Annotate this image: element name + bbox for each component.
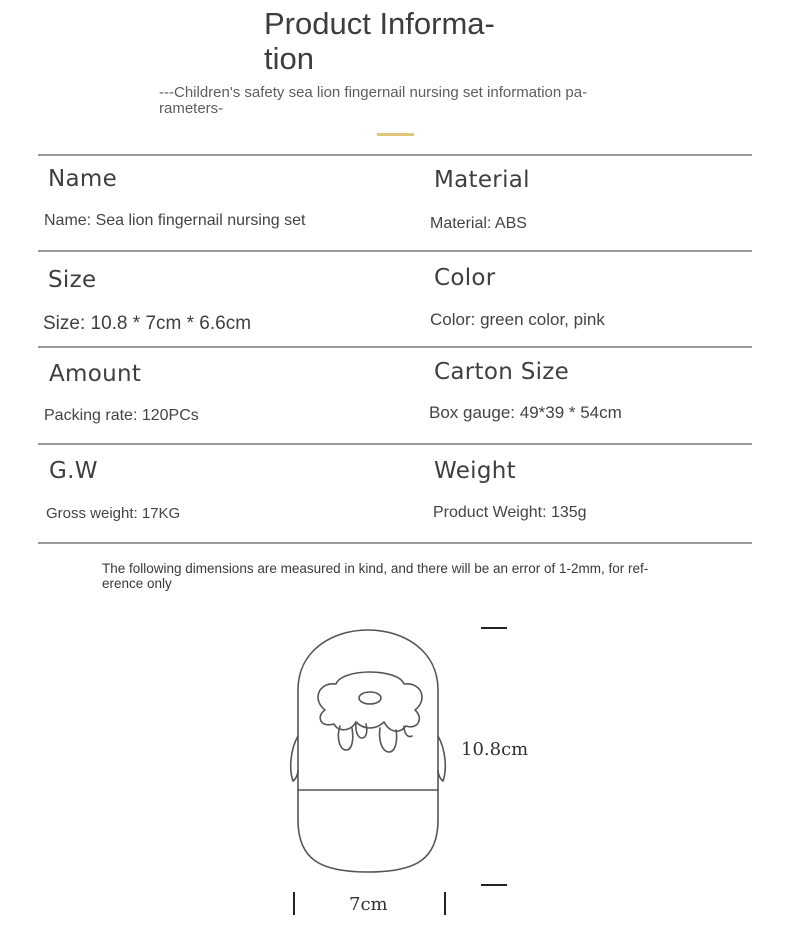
height-bottom-marker	[481, 884, 507, 886]
measurement-note: The following dimensions are measured in kind, and there will be an error of 1-2mm, for ref- erence only	[102, 561, 649, 591]
param-label-name: Name	[48, 166, 118, 192]
param-label-gw: G.W	[49, 458, 98, 484]
height-top-marker	[481, 627, 507, 629]
width-left-marker	[293, 892, 295, 915]
param-value-carton-size: Box gauge: 49*39 * 54cm	[429, 403, 622, 422]
page-title: Product Informa- tion	[264, 6, 495, 76]
param-label-size: Size	[48, 267, 97, 293]
param-value-gw: Gross weight: 17KG	[46, 505, 181, 522]
param-label-amount: Amount	[49, 361, 142, 387]
param-value-amount: Packing rate: 120PCs	[44, 407, 199, 424]
param-label-color: Color	[434, 265, 496, 291]
param-label-carton-size: Carton Size	[434, 359, 570, 385]
param-label-weight: Weight	[434, 458, 516, 484]
param-value-size: Size: 10.8 * 7cm * 6.6cm	[43, 313, 252, 334]
width-right-marker	[444, 892, 446, 915]
param-value-name: Name: Sea lion fingernail nursing set	[44, 212, 306, 229]
height-dimension-label: 10.8cm	[461, 739, 529, 760]
page-subtitle: ---Children's safety sea lion fingernail nursing set information pa- rameters-	[159, 84, 588, 117]
param-value-weight: Product Weight: 135g	[433, 504, 587, 521]
param-label-material: Material	[434, 167, 530, 193]
param-value-material: Material: ABS	[430, 215, 527, 232]
width-dimension-label: 7cm	[349, 894, 388, 915]
param-value-color: Color: green color, pink	[430, 310, 605, 329]
